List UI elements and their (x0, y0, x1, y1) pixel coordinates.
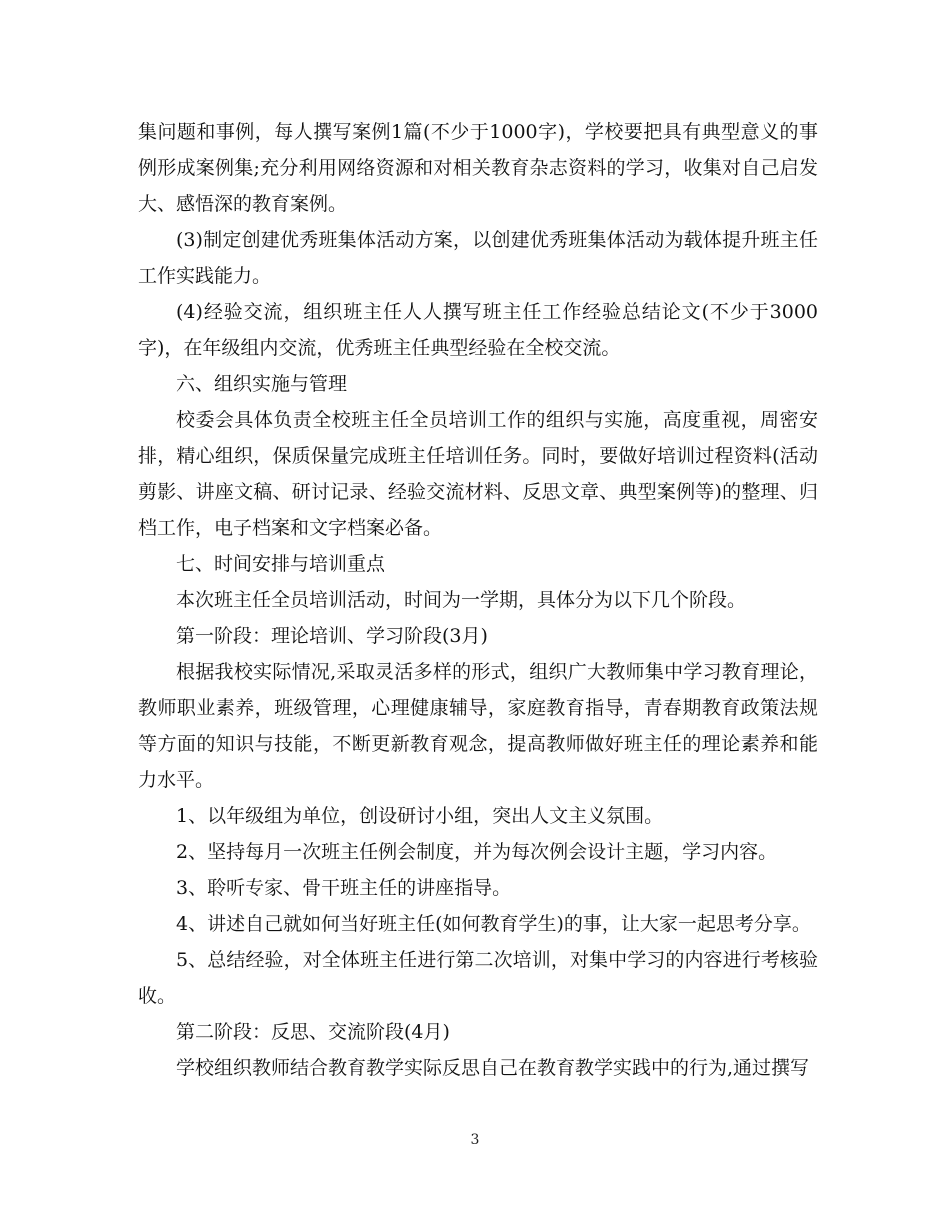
document-body (138, 114, 818, 1086)
page-number: 3 (470, 1132, 480, 1148)
paragraph: 5、总结经验，对全体班主任进行第二次培训，对集中学习的内容进行考核验收。 (138, 949, 818, 1007)
paragraph: 第二阶段：反思、交流阶段(4月) (176, 1021, 450, 1043)
paragraph: 七、时间安排与培训重点 (176, 553, 386, 575)
paragraph: 集问题和事例，每人撰写案例1篇(不少于1000字)，学校要把具有典型意义的事例形成案例集;充分利用网络资源和对相关教育杂志资料的学习，收集对自己启发大、感悟深的教育案例。 (138, 121, 818, 215)
paragraph: 4、讲述自己就如何当好班主任(如何教育学生)的事，让大家一起思考分享。 (176, 913, 811, 935)
paragraph: (4)经验交流，组织班主任人人撰写班主任工作经验总结论文(不少于3000字)，在年级组内交流，优秀班主任典型经验在全校交流。 (138, 301, 818, 359)
paragraph: 六、组织实施与管理 (176, 373, 348, 395)
paragraph: 2、坚持每月一次班主任例会制度，并为每次例会设计主题，学习内容。 (176, 841, 778, 863)
paragraph: 学校组织教师结合教育教学实际反思自己在教育教学实践中的行为,通过撰写 (176, 1057, 810, 1079)
paragraph: 1、以年级组为单位，创设研讨小组，突出人文主义氛围。 (176, 805, 664, 827)
paragraph: 第一阶段：理论培训、学习阶段(3月) (176, 625, 488, 647)
paragraph: 3、聆听专家、骨干班主任的讲座指导。 (176, 877, 512, 899)
paragraph: 本次班主任全员培训活动，时间为一学期，具体分为以下几个阶段。 (176, 589, 747, 611)
paragraph: (3)制定创建优秀班集体活动方案，以创建优秀班集体活动为载体提升班主任工作实践能力。 (138, 229, 818, 287)
paragraph: 校委会具体负责全校班主任全员培训工作的组织与实施，高度重视，周密安排，精心组织，保质保量完成班主任培训任务。同时，要做好培训过程资料(活动剪影、讲座文稿、研讨记录、经验交流材料、反思文章、典型案例等)的整理、归档工作，电子档案和文字档案必备。 (138, 409, 818, 539)
paragraph: 根据我校实际情况,采取灵活多样的形式，组织广大教师集中学习教育理论，教师职业素养，班级管理，心理健康辅导，家庭教育指导，青春期教育政策法规等方面的知识与技能，不断更新教育观念，提高教师做好班主任的理论素养和能力水平。 (138, 661, 818, 791)
